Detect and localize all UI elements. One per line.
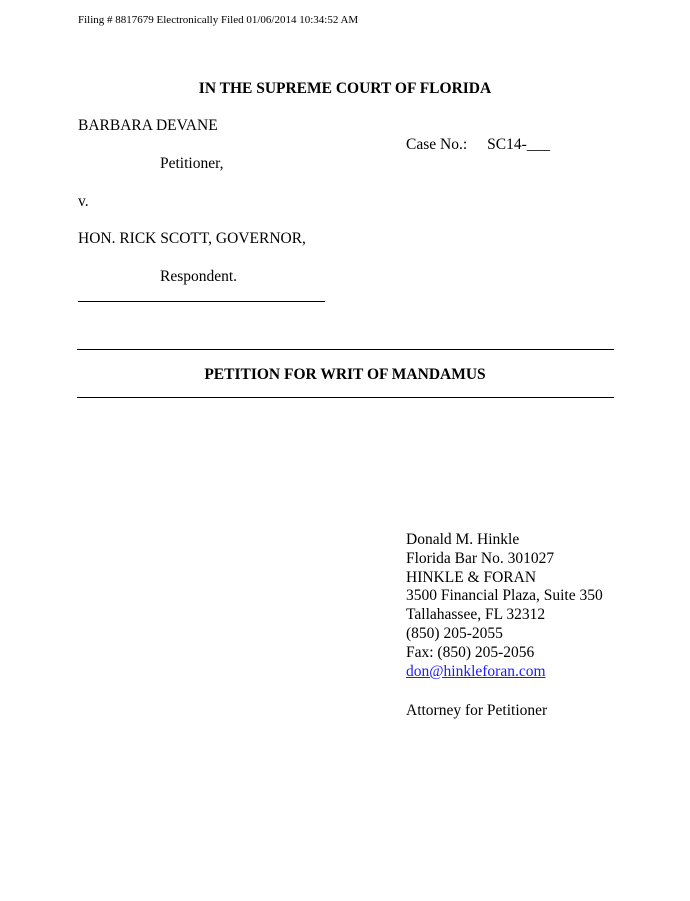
attorney-role: Attorney for Petitioner — [406, 702, 548, 719]
signature-block — [406, 531, 603, 681]
email-link[interactable]: don@hinkleforan.com — [406, 662, 546, 680]
title-rule-bottom — [77, 397, 614, 398]
case-number: SC14-___ — [487, 136, 551, 153]
case-label: Case No.: — [406, 136, 468, 153]
respondent-name: HON. RICK SCOTT, GOVERNOR, — [78, 230, 306, 247]
firm-name: HINKLE & FORAN — [406, 568, 537, 586]
attorney-name: Donald M. Hinkle — [406, 531, 520, 548]
versus-text: v. — [78, 193, 89, 210]
filing-stamp: Filing # 8817679 Electronically Filed 01/06/2014 10:34:52 AM — [78, 14, 359, 26]
case-number-label — [406, 136, 550, 154]
title-rule-top — [77, 349, 614, 350]
caption-divider — [78, 301, 325, 302]
phone-number: (850) 205-2055 — [406, 624, 503, 642]
address-line-2: Tallahassee, FL 32312 — [406, 606, 546, 624]
petitioner-name: BARBARA DEVANE — [78, 117, 218, 134]
bar-number: Florida Bar No. 301027 — [406, 549, 555, 567]
address-line-1: 3500 Financial Plaza, Suite 350 — [406, 587, 603, 605]
respondent-label: Respondent. — [160, 268, 238, 285]
fax-number: Fax: (850) 205-2056 — [406, 643, 535, 661]
court-title: IN THE SUPREME COURT OF FLORIDA — [198, 80, 492, 97]
petitioner-label: Petitioner, — [160, 155, 224, 172]
document-title: PETITION FOR WRIT OF MANDAMUS — [204, 366, 486, 383]
